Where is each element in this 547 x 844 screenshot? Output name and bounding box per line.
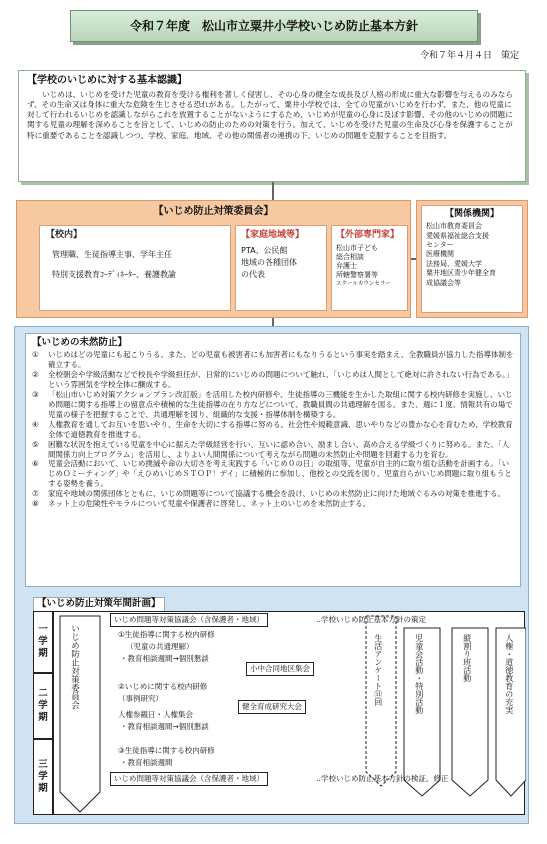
prevention-box (25, 333, 521, 587)
basic-recognition-section (18, 70, 526, 182)
term-1-char: 一 (38, 624, 48, 636)
term-1-char: 学 (38, 636, 48, 648)
bullying-prevention-committee (16, 200, 411, 318)
expert-line: 松山市子ども (336, 244, 378, 253)
expert-line-small: スクールカウンセラー (336, 280, 391, 287)
term-1-char: 期 (38, 647, 48, 659)
prevention-item-text: 「松山市いじめ対策アクションプラン改訂版」を活用した校内研修や、生徒指導の三機能を生かした取組に関する校内研修を実施し、いじめ問題に関する指導上の留意点や積極的な生徒指導の在り方などについて、教職員間の共通理解を図る。また、週に１度、情報共有の場で児童の様子を把握することで、共通理解を図り、組織的な支援・指導体制を構築する。 (48, 389, 513, 419)
expert-line: 総合相談 (336, 253, 364, 262)
prevention-item-number: ⑧ (32, 499, 39, 509)
home-community-box (235, 225, 327, 311)
prevention-item (32, 350, 514, 370)
term-3-char: 期 (38, 782, 48, 794)
survey-vertical-label: 生活アンケート⑪回 (373, 634, 383, 706)
external-experts-title: 【外部専門家】 (336, 230, 400, 240)
term-2-char: 期 (38, 711, 48, 723)
bottom-policy-text: ‥学校いじめ防止基本方針の検証、修正 (316, 774, 449, 783)
healthy-development-meeting-box: 健全育成研究大会 (238, 700, 306, 714)
vertical-group-label: 縦割り班活動 (462, 634, 472, 682)
prevention-item-number: ⑦ (32, 489, 39, 499)
related-agencies-inner (421, 205, 523, 313)
prevention-item (32, 499, 514, 509)
home-community-line: 地域の各種団体 (241, 258, 297, 268)
agency-line: 法務局、愛媛大学 (426, 259, 482, 268)
committee-vertical-label: いじめ防止対策委員会 (69, 624, 80, 709)
related-agencies-title: 【関係機関】 (444, 209, 499, 219)
term-1-line: ・教育相談週間→個別懇談 (120, 654, 209, 663)
prevention-item (32, 440, 514, 460)
prevention-item (32, 489, 514, 499)
agency-line: 成協議会等 (426, 278, 461, 287)
joint-district-meeting-box: 小中合同地区集会 (246, 662, 314, 676)
school-members-title: 【校内】 (46, 230, 83, 240)
term-3-char: 学 (38, 771, 48, 783)
term-2-line: 人権参観日・人権集会 (118, 710, 193, 719)
term-2-label (34, 674, 54, 740)
expert-line: 所轄警察署等 (336, 271, 378, 280)
external-experts-box (331, 225, 408, 311)
agency-line: センター (426, 241, 454, 250)
term-2-line: ・教育相談週間→個別懇談 (120, 722, 209, 731)
top-council-box: いじめ問題等対策協議会（含保護者・地域） (110, 613, 268, 627)
committee-arrow-shape (60, 616, 100, 812)
prevention-item-text: ネット上の危険性やモラルについて児童や保護者に啓発し、ネット上のいじめを未然防止する。 (48, 499, 371, 509)
page-title-text: 令和７年度 松山市立粟井小学校いじめ防止基本方針 (129, 18, 418, 33)
agency-line: 粟井地区青少年健全育 (426, 269, 496, 278)
prevention-item (32, 390, 514, 420)
prevention-item-number: ④ (32, 419, 39, 429)
prevention-item (32, 420, 514, 440)
prevention-item-number: ⑥ (32, 459, 39, 469)
agency-line: 愛媛県福祉総合支援 (426, 231, 489, 240)
term-2-char: 学 (38, 700, 48, 712)
term-3-line: ・教育相談週間 (120, 758, 173, 767)
enactment-date: 令和７年４月４日 策定 (419, 51, 519, 61)
annual-plan-title: 【いじめ防止対策年間計画】 (33, 597, 165, 612)
prevention-item-number: ③ (32, 389, 39, 399)
prevention-item-text: 困難な状況を抱えている児童を中心に据えた学級経営を行い、互いに認め合い、励まし合い、高め合える学級づくりに努める。また、「人間関係力向上プログラム」を活用し、よりよい人間関係について考えながら問題の未然防止や問題を回避する力を育む。 (48, 439, 510, 459)
term-1-label (34, 612, 54, 674)
home-community-text (241, 245, 321, 281)
prevention-item-text: 児童会活動において、いじめ撲滅や命の大切さを考え実践する「いじめ０の日」の取組等、児童が自主的に取り組む活動を計画する。「いじめＯミーティング」や「えひめいじめＳＴＯＰ！デイ」に積極的に参加し、他校との交流を図り、児童自らがいじめ問題に取り組もうとする姿勢を養う。 (48, 459, 512, 489)
agency-line: 医療機関 (426, 250, 454, 259)
prevention-item-number: ① (32, 349, 39, 359)
school-members-box (39, 225, 231, 311)
term-3-char: 三 (38, 759, 48, 771)
home-community-line: の代表 (241, 270, 265, 280)
prevention-item-number: ② (32, 369, 39, 379)
term-2-line: ②いじめに関する校内研修 (118, 682, 208, 691)
term-3-label (34, 740, 54, 814)
prevention-item-text: 人権教育を通してお互いを思いやり、生命を大切にする指導に努める。社会性や規範意識、思いやりなどの豊かな心を育むため、学校教育全体で道徳教育を推進する。 (48, 419, 513, 439)
page-title (70, 10, 478, 42)
prevention-item-text: 家庭や地域の関係団体とともに、いじめ問題等について協議する機会を設け、いじめの未然防止に向けた地域ぐるみの対策を推進する。 (48, 489, 506, 499)
term-1-line: ①生徒指導に関する校内研修 (118, 630, 215, 639)
prevention-item-number: ⑤ (32, 439, 39, 449)
prevention-item-text: 全校朝会や学級活動などで校長や学級担任が、日常的にいじめの問題について触れ、「いじめは人間として絶対に許されない行為である。」という雰囲気を学校全体に醸成する。 (48, 369, 514, 389)
prevention-item-text: いじめはどの児童にも起こりうる、また、どの児童も被害者にも加害者にもなりうるという事実を踏まえ、全教職員が協力した指導体制を確立する。 (48, 349, 514, 369)
term-2-line: （事例研究） (118, 694, 163, 703)
basic-recognition-text: いじめは、いじめを受けた児童の教育を受ける権利を著しく侵害し、その心身の健全な成長及び人格の形成に重大な影響を与えるのみならず、その生命又は身体に重大な危険を生じさせる恐れがある。したがって、粟井小学校では、全ての児童がいじめを行わず、また、他の児童に対して行われるいじめを認識しながらこれを放置することがないようにするため、いじめが児童の心身に及ぼす影響、その他のいじめの問題に関する児童の理解を深めることを旨として、いじめの防止のための対策を行う。加えて、いじめを受けた児童の生命及び心身を保護することが特に重要であることを認識しつつ、学校、家庭、地域、その他の関係者の連携の下、いじめの問題を克服することを目指す。 (27, 89, 513, 140)
school-members-line: 特別支援教育ｺｰﾃﾞｨﾈｰﾀｰ、養護教諭 (52, 269, 176, 279)
term-1-line: （児童の共通理解） (126, 642, 194, 651)
expert-line: 弁護士 (336, 262, 357, 271)
home-community-title: 【家庭地域等】 (241, 230, 305, 240)
related-agencies (416, 200, 528, 318)
committee-title: 【いじめ防止対策委員会】 (153, 206, 274, 217)
term-3-line: ③生徒指導に関する校内研修 (118, 746, 215, 755)
connector-line (272, 318, 274, 326)
prevention-item (32, 370, 514, 390)
top-policy-text: ‥学校いじめ防止基本方針の策定 (316, 615, 427, 624)
annual-plan-box (33, 611, 525, 815)
human-rights-vertical-label: 人権・道徳教育の充実 (504, 634, 514, 714)
home-community-line: PTA、公民館 (241, 246, 288, 256)
school-members-line: 管理職、生徒指導主事、学年主任 (52, 250, 172, 260)
agency-line: 松山市教育委員会 (426, 222, 482, 231)
student-council-vertical-label: 児童会活動・特別活動 (414, 634, 424, 714)
term-2-char: 二 (38, 688, 48, 700)
prevention-item (32, 459, 514, 489)
prevention-title: 【いじめの未然防止】 (32, 337, 128, 348)
prevention-section (14, 326, 529, 824)
basic-recognition-title: 【学校のいじめに対する基本認識】 (27, 75, 187, 86)
connector-line (272, 182, 274, 200)
bottom-council-box: いじめ問題等対策協議会（含保護者・地域） (110, 772, 268, 786)
